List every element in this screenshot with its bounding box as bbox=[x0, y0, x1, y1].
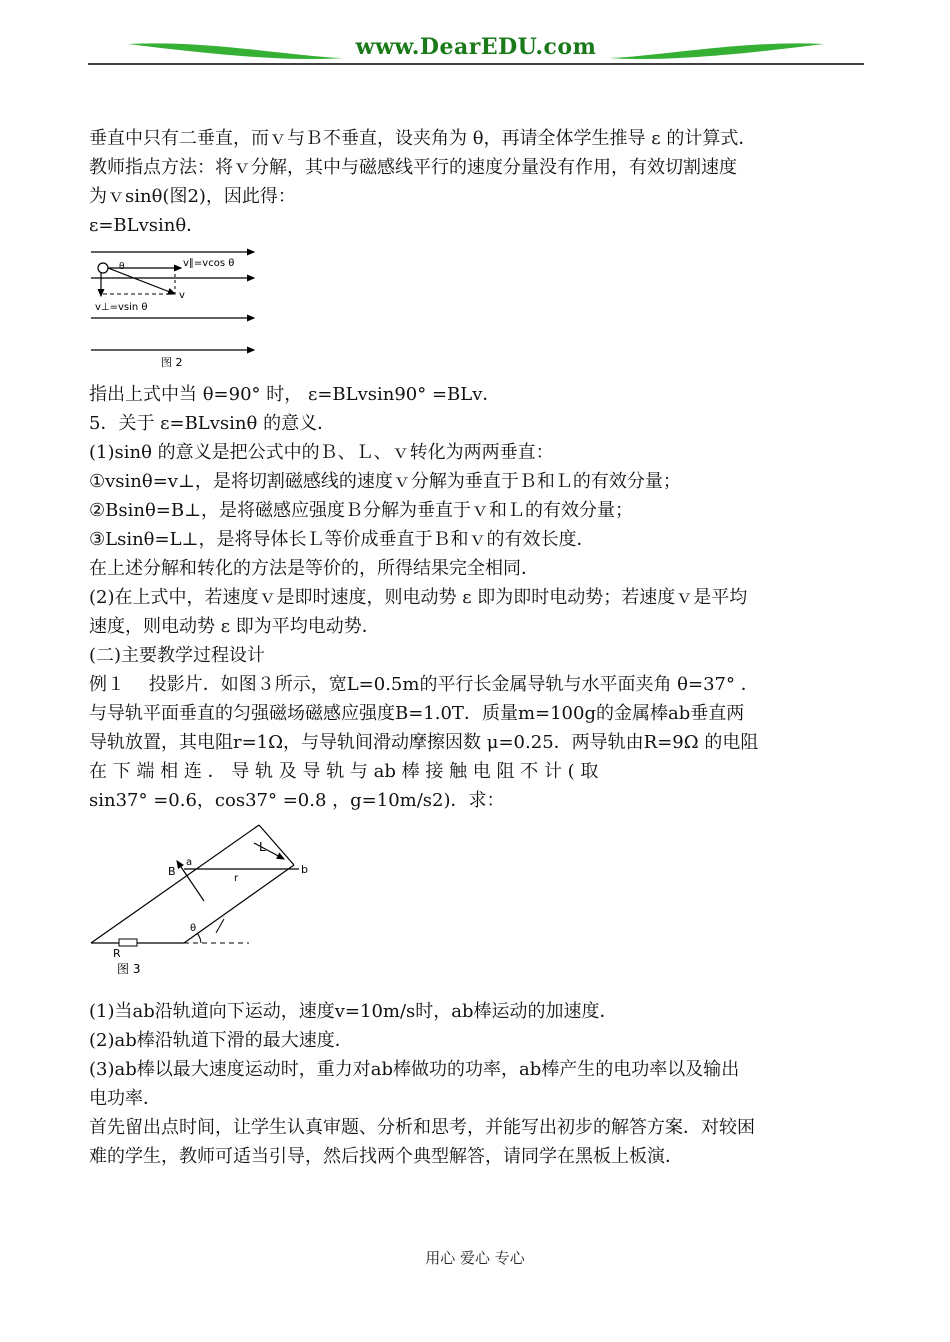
paragraph-line: 例１ 投影片．如图３所示，宽L=0.5m的平行长金属导轨与水平面夹角 θ=37° ． bbox=[89, 674, 759, 695]
paragraph-line: ①vsinθ=v⊥，是将切割磁感线的速度ｖ分解为垂直于Ｂ和Ｌ的有效分量； bbox=[89, 471, 681, 492]
paragraph-line: 指出上式中当 θ=90° 时， ε=BLvsin90° =BLv． bbox=[89, 384, 501, 405]
b-label: b bbox=[301, 863, 308, 876]
paragraph-line: 与导轨平面垂直的匀强磁场磁感应强度B=1.0T．质量m=100g的金属棒ab垂直两 bbox=[89, 703, 745, 724]
paragraph-line: 难的学生，教师可适当引导，然后找两个典型解答，请同学在黑板上板演． bbox=[89, 1146, 683, 1167]
paragraph-line: 教师指点方法：将ｖ分解，其中与磁感线平行的速度分量没有作用，有效切割速度 bbox=[89, 157, 737, 178]
left-rail bbox=[91, 825, 259, 943]
paragraph-line: sin37° =0.6，cos37° =0.8 ，g=10m/s2)．求： bbox=[89, 790, 505, 811]
page-header bbox=[88, 30, 864, 70]
theta-arc bbox=[197, 933, 201, 943]
theta-label: θ bbox=[190, 923, 197, 934]
r-label: r bbox=[234, 873, 239, 884]
R-label: R bbox=[113, 947, 121, 960]
paragraph-line: 为ｖsinθ(图2)，因此得： bbox=[89, 186, 296, 207]
v-label: v bbox=[179, 290, 185, 301]
a-label: a bbox=[186, 857, 193, 868]
question-line: 电功率． bbox=[89, 1088, 161, 1109]
v-perp-label: v⊥=vsin θ bbox=[95, 302, 148, 313]
figure-3-caption: 图 3 bbox=[117, 962, 141, 976]
question-line: (3)ab棒以最大速度运动时，重力对ab棒做功的功率，ab棒产生的电功率以及输出 bbox=[89, 1059, 740, 1080]
paragraph-line: 首先留出点时间，让学生认真审题、分析和思考，并能写出初步的解答方案．对较困 bbox=[89, 1117, 755, 1138]
paragraph-line: 在 下 端 相 连 ． 导 轨 及 导 轨 与 ab 棒 接 触 电 阻 不 计 ( 取 bbox=[89, 761, 599, 782]
paragraph-line: (2)在上式中，若速度ｖ是即时速度，则电动势 ε 即为即时电动势；若速度ｖ是平均 bbox=[89, 587, 748, 608]
figure-2-caption: 图 2 bbox=[161, 356, 183, 368]
B-label: B bbox=[168, 865, 176, 878]
figure-2-velocity-decomposition bbox=[89, 248, 259, 368]
page-footer: 用心 爱心 专心 bbox=[425, 1249, 525, 1267]
figure-3-inclined-rails bbox=[89, 823, 319, 983]
L-label: L bbox=[259, 840, 266, 854]
question-line: (2)ab棒沿轨道下滑的最大速度． bbox=[89, 1030, 353, 1051]
paragraph-line: ②Bsinθ=B⊥，是将磁感应强度Ｂ分解为垂直于ｖ和Ｌ的有效分量； bbox=[89, 500, 634, 521]
paragraph-line: 速度，则电动势 ε 即为平均电动势． bbox=[89, 616, 380, 637]
tick-mark bbox=[216, 919, 224, 933]
question-line: (1)当ab沿轨道向下运动，速度v=10m/s时，ab棒运动的加速度． bbox=[89, 1001, 618, 1022]
conductor-circle bbox=[98, 263, 108, 273]
paragraph-line: 在上述分解和转化的方法是等价的，所得结果完全相同． bbox=[89, 558, 539, 579]
paragraph-line: 垂直中只有二垂直，而ｖ与Ｂ不垂直，设夹角为 θ，再请全体学生推导 ε 的计算式． bbox=[89, 128, 757, 149]
v-parallel-label: v∥=vcos θ bbox=[183, 258, 235, 269]
paragraph-line: ③Lsinθ=L⊥，是将导体长Ｌ等价成垂直于Ｂ和ｖ的有效长度． bbox=[89, 529, 595, 550]
theta-label: θ bbox=[119, 262, 125, 272]
document-body bbox=[89, 124, 865, 1171]
resistor-R bbox=[119, 939, 137, 946]
site-logo-text: www.DearEDU.com bbox=[355, 34, 597, 60]
formula-line: ε=BLvsinθ． bbox=[89, 215, 205, 236]
paragraph-line: 导轨放置，其电阻r=1Ω，与导轨间滑动摩擦因数 μ=0.25．两导轨由R=9Ω 的电阻 bbox=[89, 732, 759, 753]
paragraph-line: (1)sinθ 的意义是把公式中的Ｂ、Ｌ、ｖ转化为两两垂直： bbox=[89, 442, 554, 463]
right-rail bbox=[184, 865, 294, 943]
section-heading: (二)主要教学过程设计 bbox=[89, 645, 266, 666]
paragraph-line: 5．关于 ε=BLvsinθ 的意义． bbox=[89, 413, 336, 434]
